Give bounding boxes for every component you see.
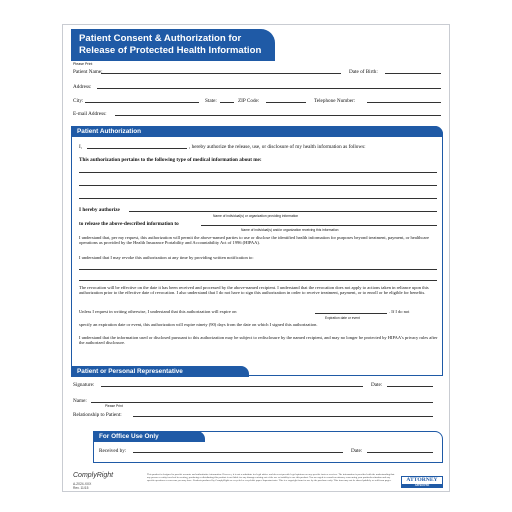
phone-field[interactable]: [367, 102, 441, 103]
rep-name-label: Name:: [73, 398, 87, 404]
attorney-text: ATTORNEY: [406, 477, 438, 483]
approved-text: APPROVED: [402, 484, 442, 487]
office-date-label: Date:: [351, 448, 363, 454]
info-type-line-3[interactable]: [79, 198, 437, 199]
signature-label: Signature:: [73, 382, 95, 388]
email-field[interactable]: [115, 115, 441, 116]
form-title-line2: Release of Protected Health Information: [79, 45, 262, 56]
auth-paragraph-revoke: I understand that I may revoke this authorization at any time by providing written notification to:: [79, 255, 254, 260]
zip-field[interactable]: [266, 102, 306, 103]
address-field[interactable]: [97, 88, 441, 89]
auth-expire-text-a: Unless I request in writing otherwise, I understand that this authorization will expire on: [79, 309, 237, 314]
brand-logo: ComplyRight: [73, 472, 114, 479]
auth-paragraph-redisclosure: I understand that the information used or disclosed pursuant to this authorization may be subject to redisclosure by the named recipient, and may no longer be protected by HIPAA's privacy rules after the authorized disclosure.: [79, 335, 438, 346]
receiver-field[interactable]: [201, 225, 437, 226]
form-title-line1: Patient Consent & Authorization for: [79, 33, 242, 44]
auth-paragraph-revocation: The revocation will be effective on the date it has been received and processed by the above-named recipient. I understand that the revocation does not apply to actions taken in reliance upon this authorization prior to the effective date of revocation. I also understand that I do not have to sign this authorization in order to receive treatment, payment, or to enroll or be eligible for benefits.: [79, 285, 429, 296]
email-label: E-mail Address:: [73, 111, 107, 117]
signature-field[interactable]: [101, 386, 363, 387]
phone-label: Telephone Number:: [314, 98, 356, 104]
rep-please-print: Please Print: [105, 404, 123, 408]
representative-header: Patient or Personal Representative: [71, 366, 249, 377]
form-code-1: A-2024-XXX: [73, 482, 92, 486]
hereby-authorize-label: I hereby authorize: [79, 207, 120, 213]
received-by-label: Received by:: [99, 448, 127, 454]
provider-caption: Name of individual(s) or organization providing information: [213, 214, 299, 218]
office-use-header: For Office Use Only: [93, 431, 205, 442]
relationship-label: Relationship to Patient:: [73, 412, 122, 418]
expiration-field[interactable]: [315, 313, 387, 314]
zip-label: ZIP Code:: [238, 98, 260, 104]
auth-hereby-text: , hereby authorize the release, use, or disclosure of my health information as follows:: [189, 144, 366, 150]
auth-expire-text-b: . If I do not: [389, 309, 410, 314]
rep-name-field[interactable]: [91, 402, 433, 403]
state-field[interactable]: [220, 102, 234, 103]
info-type-line-2[interactable]: [79, 185, 437, 186]
info-type-line-1[interactable]: [79, 172, 437, 173]
footer-disclaimer: This product is designed to provide accurate and authoritative information. However, it is not a substitute for legal advice and does not provide legal opinions on any specific facts or services. The information is provided with the understanding that any person or entity involved in creating, producing or distributing this product is not liable for any damages arising out of the use or inability to use this product. You are urged to consult an attorney concerning your particular situation and any specific questions or concerns you may have. Products produced by ComplyRight are recycled or recyclable paper. Important note: This is a copyright form for use by the purchaser only. This form may not be shared publicly or sold from pages.: [147, 473, 395, 482]
office-date-field[interactable]: [367, 452, 433, 453]
provider-field[interactable]: [129, 211, 437, 212]
auth-paragraph-hipaa: I understand that, per my request, this authorization will permit the above-named parties to use or disclose the identified health information for purposes beyond treatment, payment, or healthcare operations as provided by the Health Insurance Portability and Accountability Act of 1996 (HIPAA).: [79, 235, 430, 246]
auth-i-label: I,: [79, 144, 83, 150]
dob-label: Date of Birth:: [349, 69, 378, 75]
please-print-note: Please Print: [73, 62, 93, 66]
city-label: City:: [73, 98, 84, 104]
revoke-notify-field-1[interactable]: [79, 269, 437, 270]
state-label: State:: [205, 98, 217, 104]
rep-date-field[interactable]: [387, 386, 433, 387]
authorization-header: Patient Authorization: [71, 126, 443, 137]
form-code-2: Rev. 11/15: [73, 486, 89, 490]
city-field[interactable]: [85, 102, 199, 103]
receiver-caption: Name of individual(s) and/or organization receiving this information: [241, 228, 339, 232]
auth-name-field[interactable]: [87, 148, 187, 149]
dob-field[interactable]: [385, 73, 441, 74]
patient-name-label: Patient Name:: [73, 69, 103, 75]
relationship-field[interactable]: [133, 416, 433, 417]
auth-pertains-text: This authorization pertains to the following type of medical information about me:: [79, 157, 262, 163]
address-label: Address:: [73, 84, 92, 90]
rep-date-label: Date:: [371, 382, 383, 388]
release-to-label: to release the above-described information to: [79, 221, 179, 227]
patient-name-field[interactable]: [101, 73, 341, 74]
revoke-notify-field-2[interactable]: [79, 280, 437, 281]
consent-form-page: [62, 24, 450, 492]
attorney-approved-badge: [401, 476, 443, 488]
expiration-caption: Expiration date or event: [325, 316, 360, 320]
form-title-banner: [71, 29, 275, 61]
received-by-field[interactable]: [133, 452, 343, 453]
auth-expire-text-c: specify an expiration date or event, this authorization will expire ninety (90) days from the date on which I signed this authorization.: [79, 322, 318, 327]
